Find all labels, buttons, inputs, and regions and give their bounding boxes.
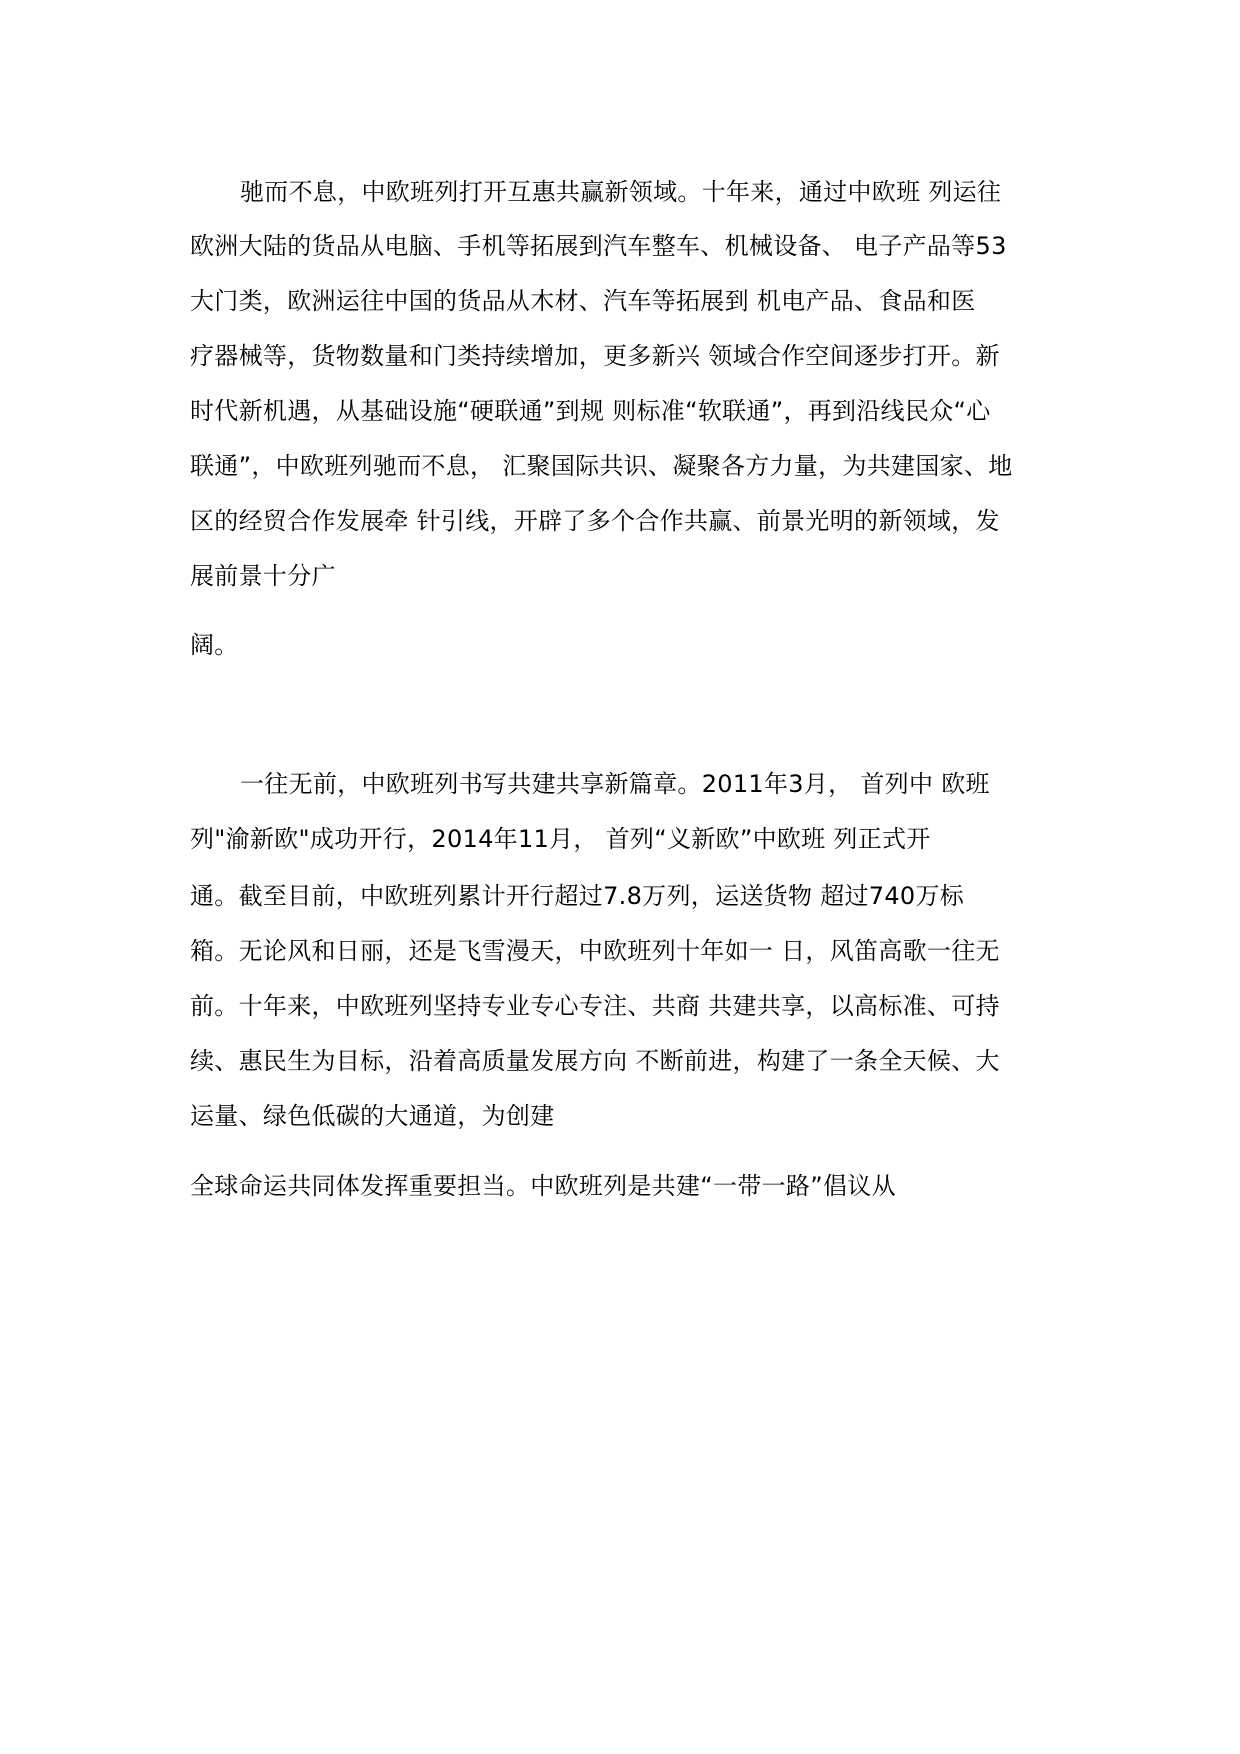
text-line: 箱。无论风和日丽，还是飞雪漫天，中欧班列十年如一 日，风笛高歌一往无 (190, 937, 1000, 965)
text-line: 区的经贸合作发展牵 针引线，开辟了多个合作共赢、前景光明的新领域，发 (190, 507, 1000, 535)
text-line: 一往无前，中欧班列书写共建共享新篇章。2011年3月， 首列中 欧班 (240, 770, 990, 798)
text-line: 阔。 (190, 631, 239, 659)
text-line: 联通”，中欧班列驰而不息， 汇聚国际共识、凝聚各方力量，为共建国家、地 (190, 452, 1013, 480)
text-line: 驰而不息，中欧班列打开互惠共赢新领域。十年来，通过中欧班 列运往 (240, 178, 1002, 206)
text-line: 疗器械等，货物数量和门类持续增加，更多新兴 领域合作空间逐步打开。新 (190, 342, 1000, 370)
text-line: 欧洲大陆的货品从电脑、手机等拓展到汽车整车、机械设备、 电子产品等53 (190, 232, 1007, 260)
text-line: 全球命运共同体发挥重要担当。中欧班列是共建“一带一路”倡议从 (190, 1172, 896, 1200)
text-line: 列"渝新欧"成功开行，2014年11月， 首列“义新欧”中欧班 列正式开 (190, 825, 931, 853)
text-line: 大门类，欧洲运往中国的货品从木材、汽车等拓展到 机电产品、食品和医 (190, 287, 976, 315)
text-line: 前。十年来，中欧班列坚持专业专心专注、共商 共建共享，以高标准、可持 (190, 992, 1000, 1020)
text-line: 展前景十分广 (190, 562, 336, 590)
text-line: 运量、绿色低碳的大通道，为创建 (190, 1102, 555, 1130)
text-line: 时代新机遇，从基础设施“硬联通”到规 则标准“软联通”，再到沿线民众“心 (190, 397, 991, 425)
text-line: 续、惠民生为目标，沿着高质量发展方向 不断前进，构建了一条全天候、大 (190, 1047, 1000, 1075)
text-line: 通。截至目前，中欧班列累计开行超过7.8万列，运送货物 超过740万标 (190, 882, 965, 910)
